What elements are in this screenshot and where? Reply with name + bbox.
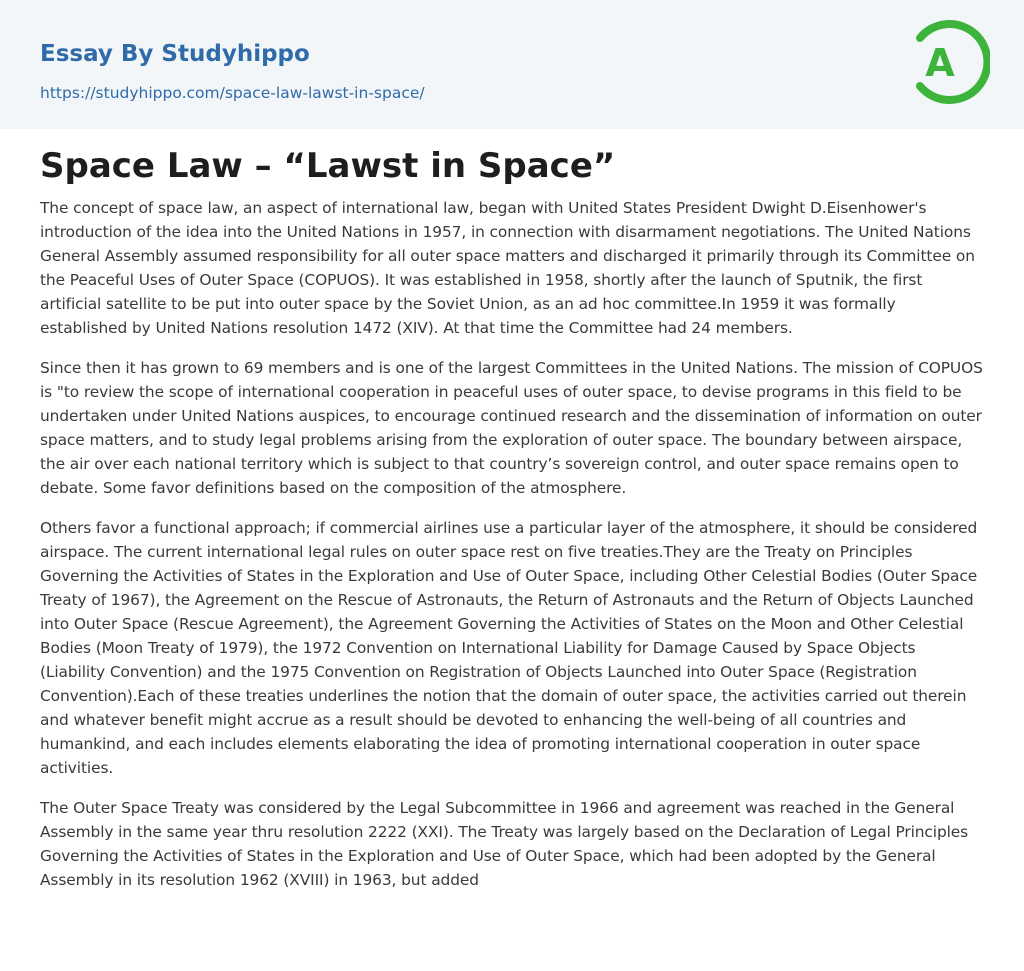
site-header <box>0 0 1024 129</box>
page-url-link[interactable]: https://studyhippo.com/space-law-lawst-in-space/ <box>40 84 425 102</box>
article-paragraph-1: The concept of space law, an aspect of international law, began with United States President Dwight D.Eisenhower's introduction of the idea into the United Nations in 1957, in connection with disarmament negotiations. The United Nations General Assembly assumed responsibility for all outer space matters and discharged it primarily through its Committee on the Peaceful Uses of Outer Space (COPUOS). It was established in 1958, shortly after the launch of Sputnik, the first artificial satellite to be put into outer space by the Soviet Union, as an ad hoc committee.In 1959 it was formally established by United Nations resolution 1472 (XIV). At that time the Committee had 24 members. <box>40 199 975 337</box>
site-brand[interactable]: Essay By Studyhippo <box>40 41 310 67</box>
article-paragraph-4: The Outer Space Treaty was considered by the Legal Subcommittee in 1966 and agreement was reached in the General Assembly in the same year thru resolution 2222 (XXI). The Treaty was largely based on the Declaration of Legal Principles Governing the Activities of States in the Exploration and Use of Outer Space, which had been adopted by the General Assembly in its resolution 1962 (XVIII) in 1963, but added <box>40 799 969 889</box>
logo-letter: A <box>925 41 955 85</box>
article-paragraph-2: Since then it has grown to 69 members and is one of the largest Committees in the United Nations. The mission of COPUOS is "to review the scope of international cooperation in peaceful uses of outer space, to devise programs in this field to be undertaken under United Nations auspices, to encourage continued research and the dissemination of information on outer space matters, and to study legal problems arising from the exploration of outer space. The boundary between airspace, the air over each national territory which is subject to that country’s sovereign control, and outer space remains open to debate. Some favor definitions based on the composition of the atmosphere. <box>40 359 983 497</box>
studyhippo-a-logo-icon[interactable] <box>906 18 990 106</box>
article <box>0 129 1024 892</box>
article-paragraph-3: Others favor a functional approach; if commercial airlines use a particular layer of the atmosphere, it should be considered airspace. The current international legal rules on outer space rest on five treaties.They are the Treaty on Principles Governing the Activities of States in the Exploration and Use of Outer Space, including Other Celestial Bodies (Outer Space Treaty of 1967), the Agreement on the Rescue of Astronauts, the Return of Astronauts and the Return of Objects Launched into Outer Space (Rescue Agreement), the Agreement Governing the Activities of States on the Moon and Other Celestial Bodies (Moon Treaty of 1979), the 1972 Convention on International Liability for Damage Caused by Space Objects (Liability Convention) and the 1975 Convention on Registration of Objects Launched into Outer Space (Registration Convention).Each of these treaties underlines the notion that the domain of outer space, the activities carried out therein and whatever benefit might accrue as a result should be devoted to enhancing the well-being of all countries and humankind, and each includes elements elaborating the idea of promoting international cooperation in outer space activities. <box>40 519 978 777</box>
article-title: Space Law – “Lawst in Space” <box>40 146 616 186</box>
